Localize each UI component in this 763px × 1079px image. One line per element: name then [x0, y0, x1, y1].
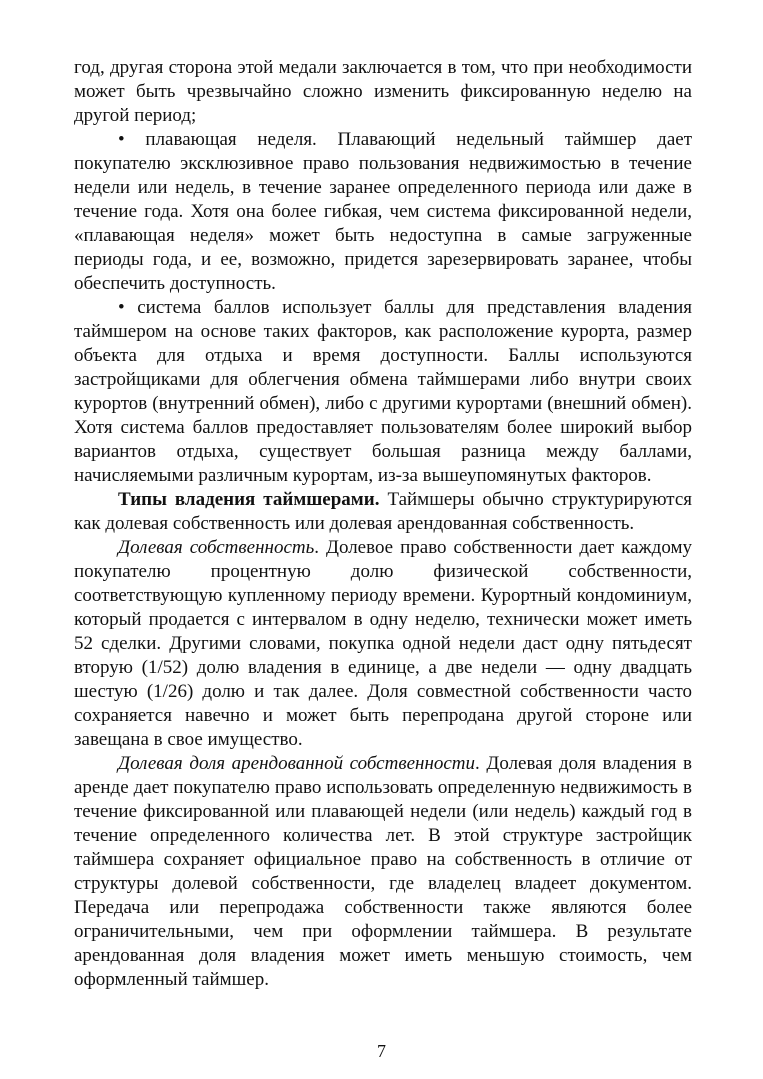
paragraph-fractional-ownership: [74, 536, 692, 752]
bullet-item-floating-week: [74, 128, 692, 296]
italic-term: Долевая доля арендованной собственности: [118, 753, 476, 774]
paragraph-text: . Долевая доля владения в аренде дает покупателю право использовать определенную недвижимость в течение фиксированной или плавающей недели (или недель) каждый год в течение определенного количества лет. В этой структуре застройщик таймшера сохраняет официальное право на собственность в отличие от структуры долевой собственности, где владелец владеет документом. Передача или перепродажа собственности также являются более ограничительными, чем при оформлении таймшера. В результате арендованная доля владения может иметь меньшую стоимость, чем оформленный таймшер.: [74, 753, 693, 990]
paragraph-text: Таймшеры обычно структурируются как долевая собственность или долевая арендованная собственность.: [74, 489, 693, 534]
bullet-text: плавающая неделя. Плавающий недельный таймшер дает покупателю эксклюзивное право пользования недвижимостью в течение недели или недель, в течение заранее определенного периода или даже в течение года. Хотя она более гибкая, чем система фиксированной недели, «плавающая неделя» может быть недоступна в самые загруженные периоды года, и ее, возможно, придется зарезервировать заранее, чтобы обеспечить доступность.: [74, 129, 692, 294]
document-page: [74, 56, 692, 992]
bullet-icon: •: [118, 129, 125, 150]
italic-term: Долевая собственность: [118, 537, 315, 558]
bullet-icon: •: [118, 297, 125, 318]
paragraph-text: . Долевое право собственности дает каждому покупателю процентную долю физической собственности, соответствующую купленному периоду времени. Курортный кондоминиум, который продается с интервалом в одну неделю, технически может иметь 52 сделки. Другими словами, покупка одной недели даст одну пятьдесят вторую (1/52) долю владения в единице, а две недели — одну двадцать шестую (1/26) долю и так далее. Доля совместной собственности часто сохраняется навечно и может быть перепродана другой стороне или завещана в свое имущество.: [74, 537, 692, 750]
paragraph-ownership-types: [74, 488, 692, 536]
paragraph-continuation: год, другая сторона этой медали заключается в том, что при необходимости может быть чрезвычайно сложно изменить фиксированную неделю на другой период;: [74, 57, 692, 126]
page-number: 7: [377, 1041, 386, 1061]
bullet-item-points-system: [74, 296, 692, 488]
paragraph-leasehold-share: [74, 752, 692, 992]
bullet-text: система баллов использует баллы для представления владения таймшером на основе таких факторов, как расположение курорта, размер объекта для отдыха и время доступности. Баллы используются застройщиками для облегчения обмена таймшерами либо внутри своих курортов (внутренний обмен), либо с другими курортами (внешний обмен). Хотя система баллов предоставляет пользователям более широкий выбор вариантов отдыха, существует большая разница между баллами, начисляемыми различным курортам, из-за вышеупомянутых факторов.: [74, 297, 693, 486]
section-heading: Типы владения таймшерами.: [118, 489, 380, 510]
